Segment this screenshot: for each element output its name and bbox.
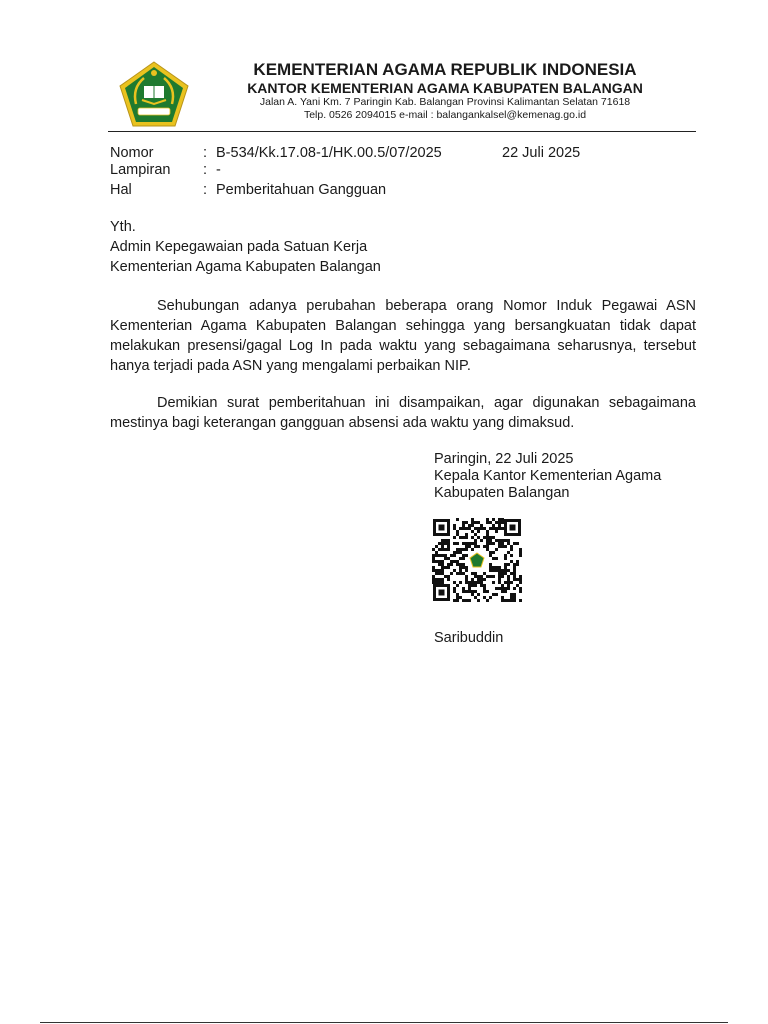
signature-place-date: Paringin, 22 Juli 2025: [434, 451, 574, 467]
signature-title-2: Kabupaten Balangan: [434, 485, 570, 501]
kemenag-logo: [118, 60, 190, 128]
office-contact: Telp. 0526 2094015 e-mail : balangankalsel@kemenag.go.id: [303, 109, 587, 121]
office-address: Jalan A. Yani Km. 7 Paringin Kab. Balangan Provinsi Kalimantan Selatan 71618: [259, 96, 631, 108]
page-bottom-border: [40, 1022, 728, 1023]
signatory-name: Saribuddin: [434, 630, 504, 646]
hal-value: Pemberitahuan Gangguan: [216, 182, 387, 198]
lampiran-label: Lampiran: [110, 162, 171, 178]
body-paragraph-1: Sehubungan adanya perubahan beberapa orang Nomor Induk Pegawai ASN Kementerian Agama Kabupaten Balangan sehingga yang bersangkuatan tidak dapat melakukan presensi/gagal Log In pada waktu yang sebagaimana seharusnya, tersebut hanya terjadi pada ASN yang mengalami perbaikan NIP.: [110, 298, 696, 374]
lampiran-colon: :: [203, 162, 208, 178]
salutation: Yth.: [110, 219, 136, 235]
recipient-line-2: Kementerian Agama Kabupaten Balangan: [110, 259, 381, 275]
nomor-value: B-534/Kk.17.08-1/HK.00.5/07/2025: [216, 145, 442, 161]
nomor-label: Nomor: [110, 145, 154, 161]
hal-colon: :: [203, 182, 208, 198]
body-paragraph-2: Demikian surat pemberitahuan ini disampaikan, agar digunakan sebagaimana mestinya bagi keterangan gangguan absensi ada waktu yang dimaksud.: [110, 395, 696, 431]
letter-date: 22 Juli 2025: [502, 145, 581, 161]
signature-title-1: Kepala Kantor Kementerian Agama: [434, 468, 662, 484]
recipient-line-1: Admin Kepegawaian pada Satuan Kerja: [110, 239, 368, 255]
letterhead-divider: [108, 131, 696, 132]
signature-qr-code: [432, 518, 522, 602]
nomor-colon: :: [203, 145, 208, 161]
lampiran-value: -: [216, 162, 221, 178]
hal-label: Hal: [110, 182, 132, 198]
office-name: KANTOR KEMENTERIAN AGAMA KABUPATEN BALANGAN: [247, 80, 643, 96]
ministry-name: KEMENTERIAN AGAMA REPUBLIK INDONESIA: [253, 60, 637, 79]
